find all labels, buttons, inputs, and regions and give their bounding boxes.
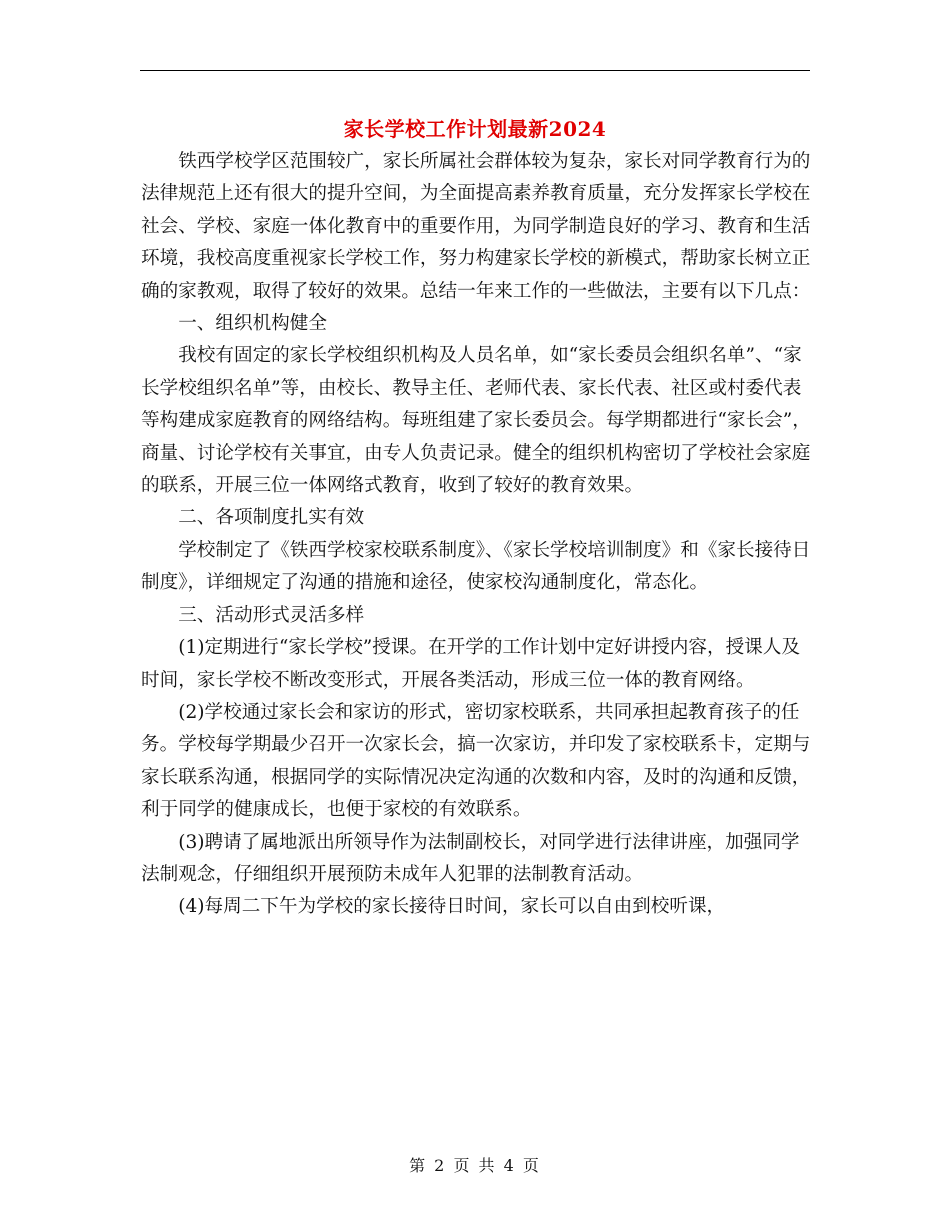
section-heading-2: 二、各项制度扎实有效 <box>178 507 365 529</box>
section-1-paragraph: 我校有固定的家长学校组织机构及人员名单，如“家长委员会组织名单”、“家长学校组织名单”等，由校长、教导主任、老师代表、家长代表、社区或村委代表等构建成家庭教育的网络结构。每班组建了家长委员会。每学期都进行“家长会”，商量、讨论学校有关事宜，由专人负责记录。健全的组织机构密切了学校社会家庭的联系，开展三位一体网络式教育，收到了较好的教育效果。 <box>141 345 811 497</box>
header-rule <box>140 70 810 71</box>
section-heading-3: 三、活动形式灵活多样 <box>178 604 365 626</box>
section-heading-1: 一、组织机构健全 <box>178 313 327 335</box>
document-body <box>141 146 813 924</box>
intro-paragraph: 铁西学校学区范围较广，家长所属社会群体较为复杂，家长对同学教育行为的法律规范上还有很大的提升空间，为全面提高素养教育质量，充分发挥家长学校在社会、学校、家庭一体化教育中的重要作用，为同学制造良好的学习、教育和生活环境，我校高度重视家长学校工作，努力构建家长学校的新模式，帮助家长树立正确的家教观，取得了较好的效果。总结一年来工作的一些做法，主要有以下几点： <box>141 151 811 302</box>
section-2-paragraph: 学校制定了《铁西学校家校联系制度》、《家长学校培训制度》和《家长接待日制度》，详细规定了沟通的措施和途径，使家校沟通制度化，常态化。 <box>141 539 811 594</box>
document-title: 家长学校工作计划最新2024 <box>343 117 607 141</box>
page-number: 第 2 页 共 4 页 <box>409 1156 541 1175</box>
activity-item-2: (2)学校通过家长会和家访的形式，密切家校联系，共同承担起教育孩子的任务。学校每学期最少召开一次家长会，搞一次家访，并印发了家校联系卡，定期与家长联系沟通，根据同学的实际情况决定沟通的次数和内容，及时的沟通和反馈，利于同学的健康成长，也便于家校的有效联系。 <box>141 701 811 821</box>
activity-item-4: (4)每周二下午为学校的家长接待日时间，家长可以自由到校听课， <box>178 896 726 918</box>
activity-item-1: (1)定期进行“家长学校”授课。在开学的工作计划中定好讲授内容，授课人及时间，家长学校不断改变形式，开展各类活动，形成三位一体的教育网络。 <box>141 637 800 691</box>
activity-item-3: (3)聘请了属地派出所领导作为法制副校长，对同学进行法律讲座，加强同学法制观念，仔细组织开展预防未成年人犯罪的法制教育活动。 <box>141 831 800 885</box>
